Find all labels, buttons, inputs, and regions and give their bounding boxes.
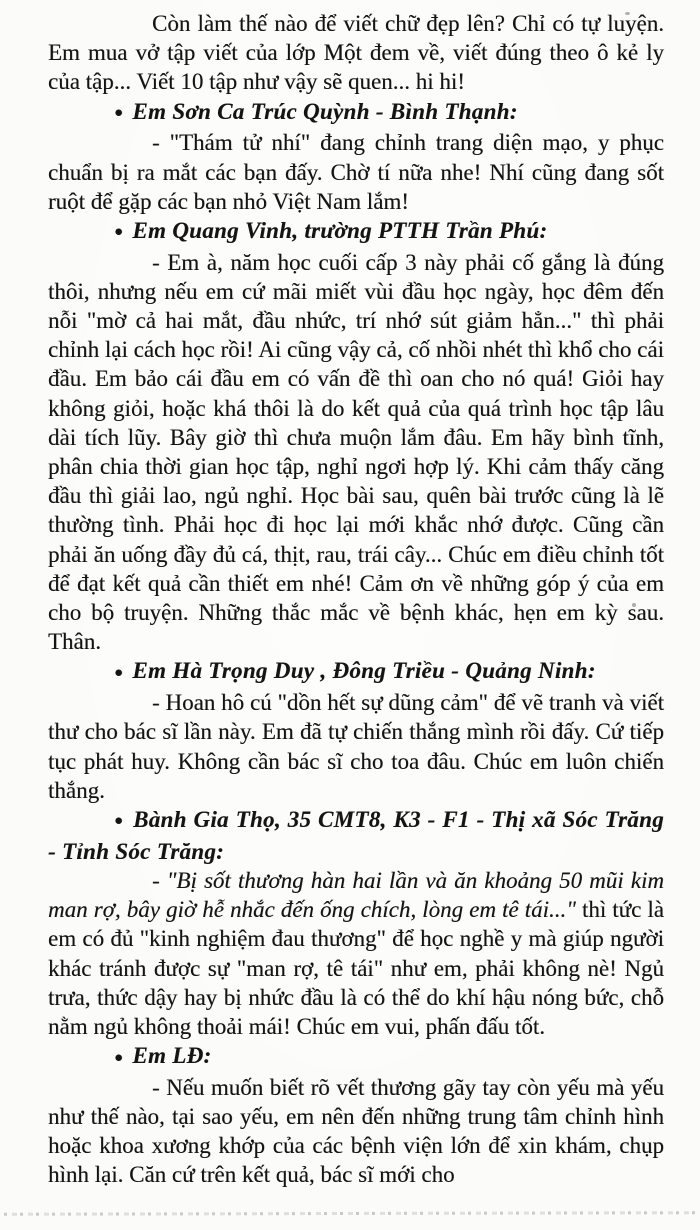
bullet-icon: ● [114, 224, 124, 241]
heading-text: Em Quang Vinh, trường PTTH Trần Phú: [132, 217, 548, 243]
section-heading-ha-trong-duy [48, 656, 664, 688]
bullet-icon: ● [114, 813, 125, 830]
bullet-icon: ● [114, 105, 124, 122]
section-heading-son-ca-truc-quynh [48, 97, 664, 129]
reply-text: thì tức là em có đủ "kinh nghiệm đau thương" để học nghề y mà giúp người khác tránh được sự "man rợ, tê tái" như em, phải không nè! Ngủ trưa, thức dậy hay bị nhức đầu là có thể do khí hậu nóng bức, chỗ nằm ngủ không thoải mái! Chúc em vui, phấn đấu tốt. [48, 897, 665, 1039]
scan-noise-speck [632, 603, 636, 607]
paragraph-handwriting-advice: Còn làm thế nào để viết chữ đẹp lên? Chỉ có tự luyện. Em mua vở tập viết của lớp Một đem về, viết đúng theo ô kẻ ly của tập... Viết 10 tập như vậy sẽ quen... hi hi! [48, 11, 664, 95]
section-heading-em-ld [48, 1041, 664, 1073]
bullet-icon: ● [114, 1049, 124, 1066]
quoted-letter-text: - "Bị sốt thương hàn hai lần và ăn khoảng 50 mũi kim man rợ, bây giờ hễ nhắc đến ống chích, lòng em tê tái..." [48, 867, 664, 923]
heading-text: Em Hà Trọng Duy , Đông Triều - Quảng Ninh: [132, 658, 596, 684]
paragraph-reply-ha-trong-duy: - Hoan hô cú "dồn hết sự dũng cảm" để vẽ tranh và viết thư cho bác sĩ lần này. Em đã tự chiến thắng mình rồi đấy. Cứ tiếp tục phát huy. Không cần bác sĩ cho toa đâu. Chúc em luôn chiến thắng. [48, 690, 664, 803]
heading-text: Em Sơn Ca Trúc Quỳnh - Bình Thạnh: [132, 98, 518, 124]
paragraph-reply-em-ld: - Nếu muốn biết rõ vết thương gãy tay còn yếu mà yếu như thế nào, tại sao yếu, em nên đến những trung tâm chỉnh hình hoặc khoa xương khớp của các bệnh viện lớn để xin khám, chụp hình lại. Căn cứ trên kết quả, bác sĩ mới cho [48, 1074, 664, 1188]
scan-noise-speck [625, 12, 630, 15]
paragraph-reply-banh-gia-tho [48, 866, 664, 1041]
scan-artifact-line [4, 1211, 697, 1215]
heading-text: Bành Gia Thọ, 35 CMT8, K3 - F1 - Thị xã Sóc Trăng - Tỉnh Sóc Trăng: [48, 806, 664, 864]
bullet-icon: ● [114, 664, 124, 681]
heading-text: Em LĐ: [132, 1043, 212, 1069]
section-heading-banh-gia-tho [48, 805, 664, 866]
section-heading-quang-vinh [48, 216, 664, 248]
paragraph-reply-quang-vinh: - Em à, năm học cuối cấp 3 này phải cố gắng là đúng thôi, nhưng nếu em cứ mãi miết vùi đầu học ngày, học đêm đến nỗi "mờ cả hai mắt, đầu nhức, trí nhớ sút giảm hẳn..." thì phải chỉnh lại cách học rồi! Ai cũng vậy cả, cố nhồi nhét thì khổ cho cái đầu. Em bảo cái đầu em có vấn đề thì oan cho nó quá! Giỏi hay không giỏi, hoặc khá thôi là do kết quả của quá trình học tập lâu dài tích lũy. Bây giờ thì chưa muộn lắm đâu. Em hãy bình tĩnh, phân chia thời gian học tập, nghỉ ngơi hợp lý. Khi cảm thấy căng đầu thì giải lao, ngủ nghỉ. Học bài sau, quên bài trước cũng là lẽ thường tình. Phải học đi học lại mới khắc nhớ được. Cũng cần phải ăn uống đầy đủ cá, thịt, rau, trái cây... Chúc em điều chỉnh tốt để đạt kết quả cần thiết em nhé! Cảm ơn về những góp ý của em cho bộ truyện. Những thắc mắc về bệnh khác, hẹn em kỳ sau. Thân. [48, 249, 664, 655]
paragraph-reply-son-ca: - "Thám tử nhí" đang chỉnh trang diện mạo, y phục chuẩn bị ra mắt các bạn đấy. Chờ tí nữa nhe! Nhí cũng đang sốt ruột để gặp các bạn nhỏ Việt Nam lắm! [48, 130, 664, 214]
